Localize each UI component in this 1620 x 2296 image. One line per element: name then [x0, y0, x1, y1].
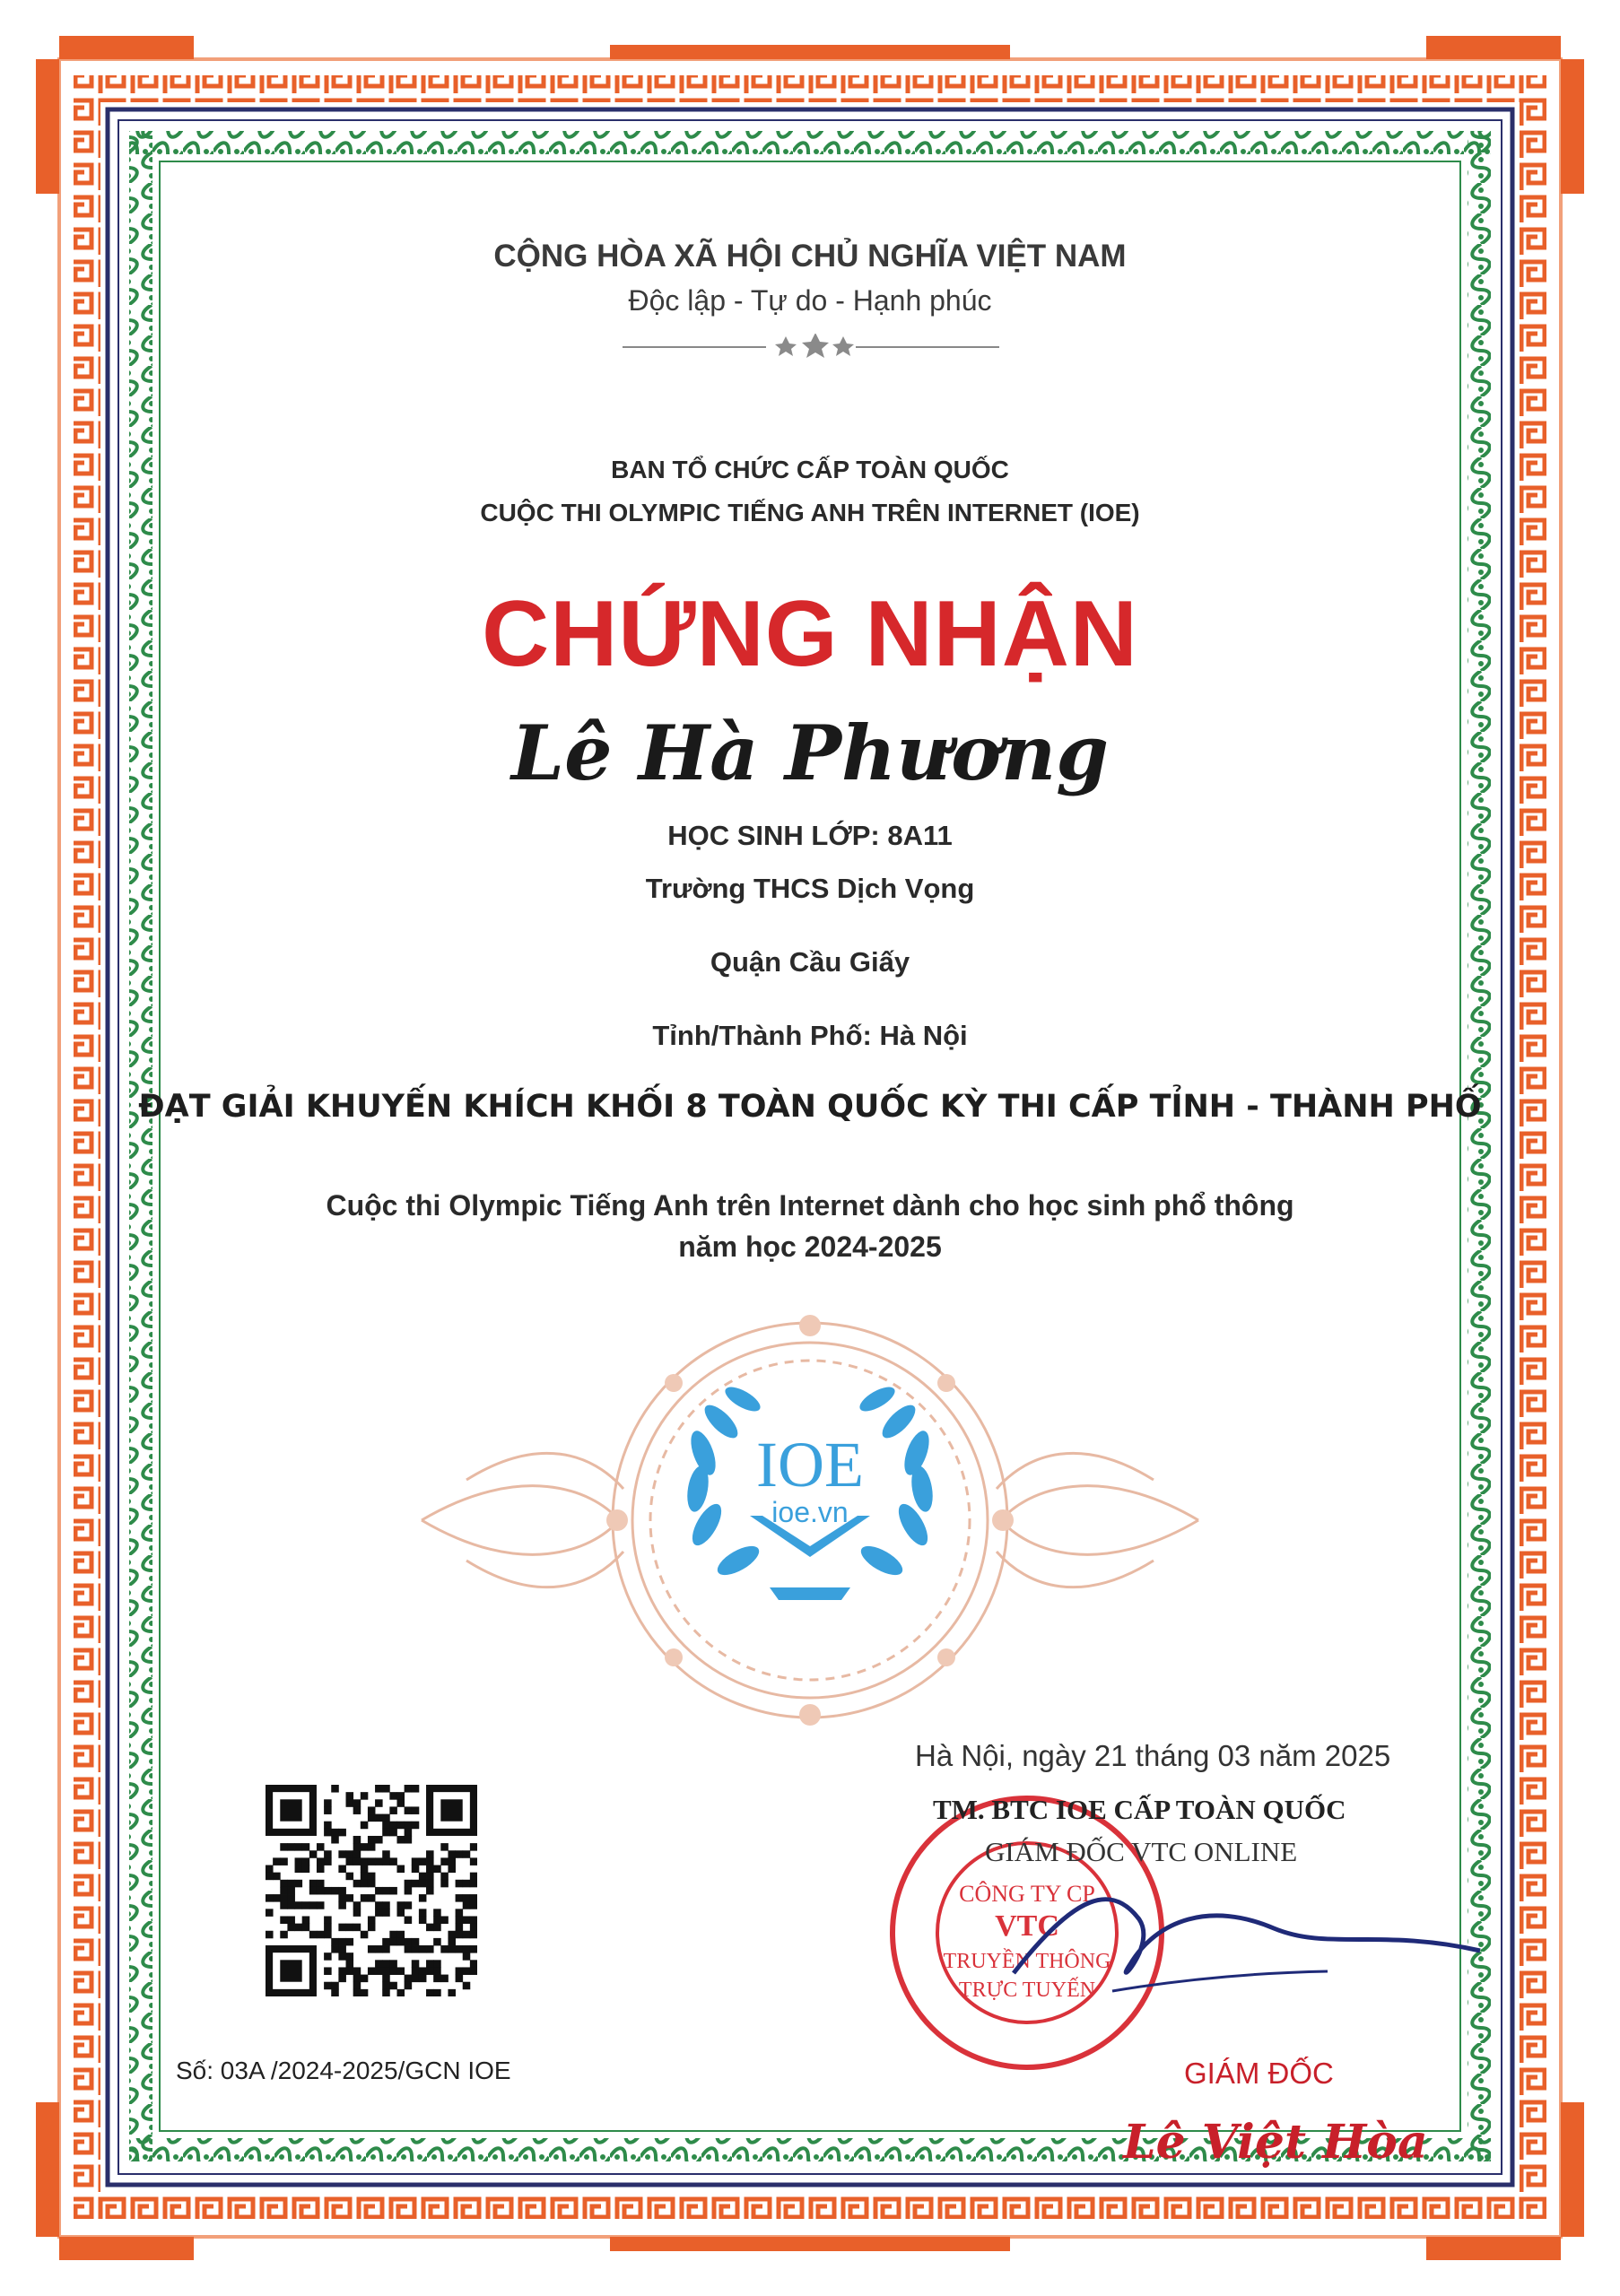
serial-number: Số: 03A /2024-2025/GCN IOE — [176, 2057, 511, 2084]
issue-date: Hà Nội, ngày 21 tháng 03 năm 2025 — [915, 1739, 1391, 1772]
qr-code-icon — [266, 1785, 477, 1996]
organizer-line-1: BAN TỔ CHỨC CẤP TOÀN QUỐC — [611, 456, 1009, 483]
signatory-behalf: TM. BTC IOE CẤP TOÀN QUỐC — [933, 1794, 1346, 1825]
award-statement: ĐẠT GIẢI KHUYẾN KHÍCH KHỐI 8 TOÀN QUỐC KỲ THI CẤP TỈNH - THÀNH PHỐ — [138, 1089, 1482, 1125]
district-name: Quận Cầu Giấy — [710, 946, 910, 978]
svg-text:CÔNG TY CP: CÔNG TY CP — [959, 1881, 1095, 1907]
school-year: năm học 2024-2025 — [678, 1231, 942, 1263]
certificate-title: CHỨNG NHẬN — [482, 582, 1138, 686]
national-motto: Độc lập - Tự do - Hạnh phúc — [628, 284, 992, 317]
ioe-logo-site: ioe.vn — [771, 1496, 849, 1528]
student-class: HỌC SINH LỚP: 8A11 — [667, 820, 953, 851]
contest-description: Cuộc thi Olympic Tiếng Anh trên Internet dành cho học sinh phổ thông — [326, 1189, 1294, 1222]
nation-heading: CỘNG HÒA XÃ HỘI CHỦ NGHĨA VIỆT NAM — [493, 239, 1127, 274]
signer-name: Lê Việt Hòa — [1123, 2115, 1428, 2170]
signatory-position: GIÁM ĐỐC VTC ONLINE — [985, 1836, 1298, 1867]
school-name: Trường THCS Dịch Vọng — [645, 873, 975, 904]
city-name: Tỉnh/Thành Phố: Hà Nội — [652, 1020, 968, 1051]
ioe-logo-brand: IOE — [756, 1429, 864, 1500]
svg-text:TRỰC TUYẾN: TRỰC TUYẾN — [958, 1979, 1096, 2002]
handwritten-signature — [1005, 1866, 1489, 2009]
svg-text:VTC: VTC — [995, 1909, 1059, 1943]
svg-text:TRUYỀN THÔNG: TRUYỀN THÔNG — [943, 1950, 1111, 1973]
star-icon — [832, 336, 854, 356]
header-divider — [623, 334, 999, 361]
star-icon — [802, 334, 829, 358]
recipient-name: Lê Hà Phương — [511, 709, 1109, 797]
star-icon — [775, 336, 797, 356]
organizer-line-2: CUỘC THI OLYMPIC TIẾNG ANH TRÊN INTERNET (IOE) — [480, 499, 1140, 526]
signer-role: GIÁM ĐỐC — [1184, 2057, 1334, 2090]
